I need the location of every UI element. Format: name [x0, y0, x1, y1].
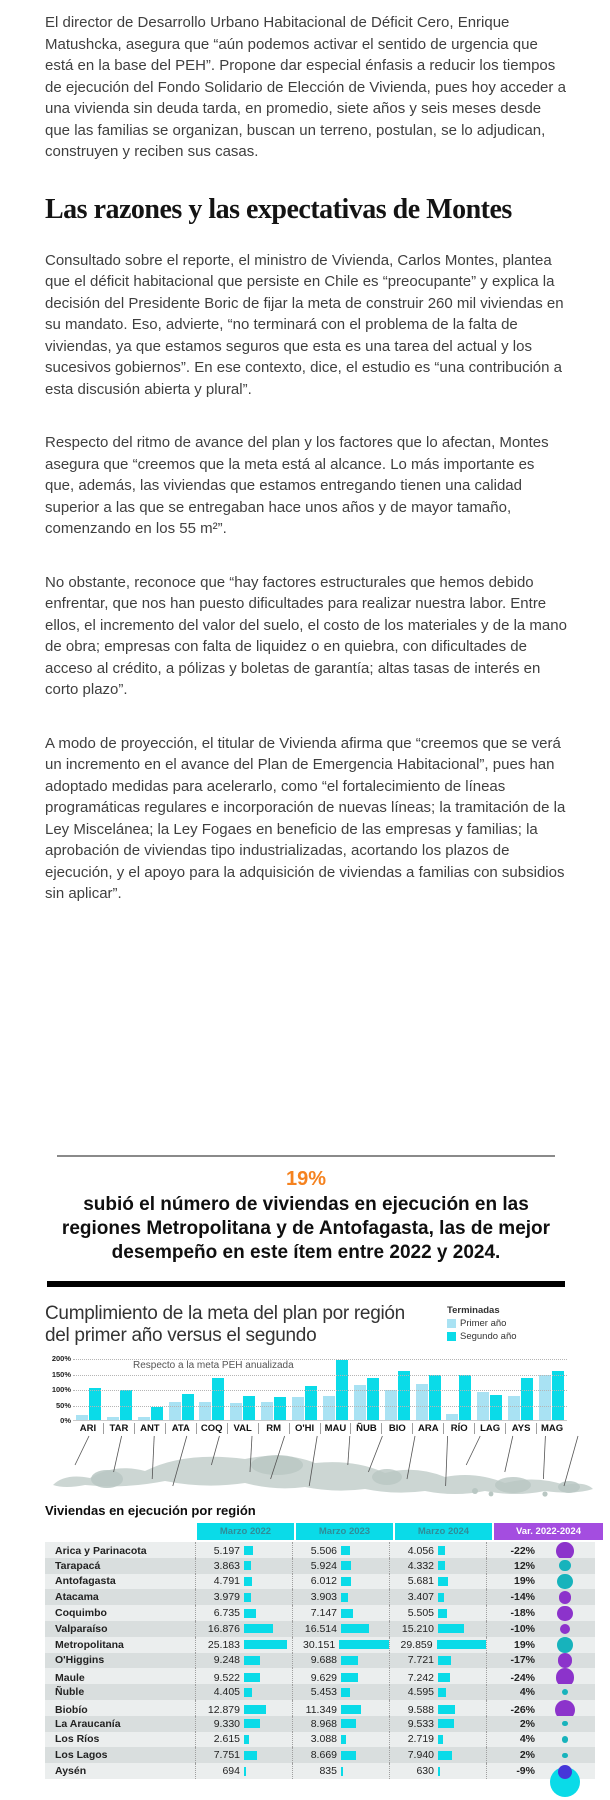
value-bar [341, 1561, 351, 1570]
table-row [45, 1621, 595, 1637]
variation-circle [559, 1591, 572, 1604]
variation-cell [486, 1605, 595, 1621]
variation-percent: 12% [513, 1559, 535, 1572]
value-bar [244, 1673, 260, 1682]
value-cell [195, 1574, 292, 1590]
primer-anio-swatch-icon [447, 1319, 456, 1328]
value-number: 7.242 [407, 1671, 434, 1684]
variation-circle [557, 1637, 573, 1653]
variation-circle [562, 1689, 568, 1695]
variation-percent: -24% [510, 1671, 535, 1684]
bar-segundo-anio [212, 1378, 224, 1421]
region-name: Los Lagos [55, 1749, 108, 1762]
value-cell [292, 1637, 389, 1653]
bar-segundo-anio [243, 1396, 255, 1421]
value-bar [438, 1609, 447, 1618]
x-axis-label: MAG [536, 1423, 567, 1434]
value-cell [195, 1558, 292, 1574]
region-name: Atacama [55, 1591, 99, 1604]
value-bar [244, 1624, 273, 1633]
column-header-var: Var. 2022-2024 [494, 1523, 603, 1540]
bar-primer-anio [508, 1396, 520, 1421]
value-number: 9.588 [407, 1703, 434, 1716]
value-number: 7.751 [213, 1749, 240, 1762]
pullquote-text: subió el número de viviendas en ejecución en las regiones Metropolitana y de Antofagasta, las de mejor desempeño en este ítem entre 2022 y 2024. [61, 1194, 551, 1263]
value-number: 7.721 [407, 1654, 434, 1667]
value-bar [438, 1767, 440, 1776]
value-cell [389, 1732, 486, 1748]
regions-table [45, 1523, 595, 1779]
value-bar [341, 1688, 350, 1697]
x-axis-label: RM [258, 1423, 289, 1434]
region-name: Metropolitana [55, 1638, 124, 1651]
bar-chart [45, 1354, 567, 1426]
value-bar [341, 1751, 356, 1760]
value-number: 30.151 [303, 1638, 336, 1651]
table-row [45, 1637, 595, 1653]
grid-line [73, 1375, 567, 1376]
segundo-anio-swatch-icon [447, 1332, 456, 1341]
x-axis-label: ARI [79, 1423, 97, 1434]
pullquote [45, 1157, 567, 1265]
value-number: 694 [222, 1765, 240, 1778]
x-axis-label: BIO [381, 1423, 412, 1434]
variation-cell [486, 1558, 595, 1574]
value-number: 5.924 [310, 1559, 337, 1572]
x-axis-label: ÑUB [350, 1423, 381, 1434]
table-row [45, 1605, 595, 1621]
value-bar [438, 1673, 450, 1682]
x-axis-label: COQ [196, 1423, 227, 1434]
column-header-marzo-2024: Marzo 2024 [395, 1523, 492, 1540]
map-connector [114, 1436, 122, 1472]
value-cell [292, 1653, 389, 1669]
variation-cell [486, 1653, 595, 1669]
region-name: Ñuble [55, 1686, 85, 1699]
value-bar [244, 1767, 246, 1776]
value-cell [195, 1747, 292, 1763]
value-bar [437, 1640, 486, 1649]
bar-primer-anio [292, 1397, 304, 1421]
variation-circle-slot [535, 1558, 595, 1574]
table-row [45, 1574, 595, 1590]
x-axis-label: ANT [134, 1423, 165, 1434]
value-bar [438, 1546, 445, 1555]
value-cell [292, 1589, 389, 1605]
bar-segundo-anio [429, 1375, 441, 1422]
value-cell [292, 1716, 389, 1732]
value-number: 835 [319, 1765, 337, 1778]
y-axis-tick: 100% [51, 1385, 71, 1395]
bar-primer-anio [323, 1396, 335, 1421]
map-connector [564, 1436, 578, 1486]
value-bar [244, 1609, 256, 1618]
value-number: 3.088 [310, 1733, 337, 1746]
article-paragraph-2: Consultado sobre el reporte, el ministro de Vivienda, Carlos Montes, plantea que el déficit habitacional que persiste en Chile es “preocupante” y explica la decisión del Presidente Boric de fijar la meta de construir 260 mil viviendas en su mandato. Eso, advierte, “no terminará con el problema de la falta de viviendas, ya que estamos seguros que esta es una tarea del actual y los sucesivos gobiernos”. En ese contexto, dice, el estudio es “una contribución a esta discusión abierta y plural”. [45, 251, 564, 398]
table-row [45, 1653, 595, 1669]
value-bar [341, 1719, 356, 1728]
x-axis-label: ATA [165, 1423, 196, 1434]
x-axis-label: VAL [227, 1423, 258, 1434]
value-number: 6.012 [310, 1575, 337, 1588]
value-number: 16.514 [304, 1622, 337, 1635]
value-bar [341, 1624, 369, 1633]
bar-segundo-anio [459, 1375, 471, 1421]
variation-circle-slot [535, 1763, 595, 1779]
value-cell [292, 1605, 389, 1621]
variation-percent: -14% [510, 1591, 535, 1604]
value-number: 7.940 [407, 1749, 434, 1762]
variation-circle [562, 1753, 567, 1758]
value-cell [292, 1558, 389, 1574]
value-cell [195, 1621, 292, 1637]
value-bar [438, 1735, 443, 1744]
table-row [45, 1542, 595, 1558]
variation-circle-slot [535, 1637, 595, 1653]
x-axis-labels [73, 1423, 567, 1434]
map-connector [466, 1436, 480, 1465]
variation-circle-slot [535, 1589, 595, 1605]
table-title: Viviendas en ejecución por región [45, 1503, 256, 1518]
value-bar [341, 1609, 353, 1618]
x-axis-label: ARA [412, 1423, 443, 1434]
bar-segundo-anio [305, 1386, 317, 1421]
table-row [45, 1716, 595, 1732]
value-bar [438, 1561, 445, 1570]
value-cell [195, 1716, 292, 1732]
bar-primer-anio [477, 1392, 489, 1421]
value-cell [389, 1747, 486, 1763]
value-cell [292, 1574, 389, 1590]
value-number: 3.979 [213, 1591, 240, 1604]
region-name: Arica y Parinacota [55, 1544, 147, 1557]
value-number: 8.968 [310, 1717, 337, 1730]
variation-circle [558, 1765, 572, 1779]
region-name: Antofagasta [55, 1575, 116, 1588]
region-name: Valparaíso [55, 1622, 108, 1635]
legend-label-segundo-anio: Segundo año [460, 1331, 517, 1342]
value-number: 4.595 [407, 1686, 434, 1699]
value-bar [438, 1577, 448, 1586]
column-header-marzo-2022: Marzo 2022 [197, 1523, 294, 1540]
table-row [45, 1732, 595, 1748]
value-bar [438, 1705, 455, 1714]
value-number: 29.859 [400, 1638, 433, 1651]
value-cell [389, 1558, 486, 1574]
infographic [45, 1303, 581, 1779]
x-axis-label: LAG [474, 1423, 505, 1434]
value-number: 11.349 [305, 1703, 337, 1716]
value-bar [438, 1688, 446, 1697]
variation-circle [562, 1721, 567, 1726]
table-header [45, 1523, 595, 1540]
value-bar [438, 1656, 451, 1665]
variation-circle [560, 1624, 570, 1634]
grid-line [73, 1390, 567, 1391]
value-bar [341, 1735, 346, 1744]
column-header-marzo-2023: Marzo 2023 [296, 1523, 393, 1540]
variation-circle-slot [535, 1605, 595, 1621]
variation-percent: 19% [513, 1638, 535, 1651]
variation-percent: -26% [510, 1703, 535, 1716]
table-row [45, 1558, 595, 1574]
value-number: 5.506 [310, 1544, 337, 1557]
value-bar [244, 1688, 252, 1697]
value-cell [389, 1684, 486, 1700]
value-number: 5.453 [310, 1686, 337, 1699]
value-bar [341, 1593, 348, 1602]
value-cell [195, 1763, 292, 1779]
value-cell [195, 1605, 292, 1621]
variation-cell [486, 1637, 595, 1653]
value-bar [244, 1751, 257, 1760]
value-bar [341, 1656, 358, 1665]
y-axis-tick: 200% [51, 1354, 71, 1364]
value-number: 5.197 [213, 1544, 240, 1557]
value-bar [244, 1577, 252, 1586]
x-axis-label: RÍO [443, 1423, 474, 1434]
value-number: 5.681 [407, 1575, 434, 1588]
variation-percent: 19% [513, 1575, 535, 1588]
article-paragraph-3: Respecto del ritmo de avance del plan y los factores que lo afectan, Montes asegura que “creemos que la meta está al alcance. Lo más importante es que, además, las viviendas que estamos entregando tienen una calidad superior a las que se entregaban hace unos años y de mayor tamaño, comenzando en los 55 m²”. [45, 434, 549, 537]
value-bar [438, 1751, 452, 1760]
x-axis-label: TAR [103, 1423, 134, 1434]
value-number: 9.688 [310, 1654, 337, 1667]
region-name: Coquimbo [55, 1607, 107, 1620]
bar-segundo-anio [552, 1371, 564, 1421]
variation-circle [562, 1736, 568, 1742]
bar-primer-anio [539, 1375, 551, 1421]
value-cell [389, 1574, 486, 1590]
value-number: 9.248 [213, 1654, 240, 1667]
bar-segundo-anio [151, 1407, 163, 1421]
table-row [45, 1763, 595, 1779]
value-cell [292, 1684, 389, 1700]
value-cell [389, 1637, 486, 1653]
variation-cell [486, 1574, 595, 1590]
value-cell [292, 1763, 389, 1779]
variation-circle-slot [535, 1574, 595, 1590]
variation-percent: -9% [516, 1765, 535, 1778]
value-bar [244, 1546, 253, 1555]
map-connector [543, 1436, 545, 1479]
value-number: 4.332 [407, 1559, 434, 1572]
chart-title: Cumplimiento de la meta del plan por región del primer año versus el segundo [45, 1303, 405, 1346]
bar-segundo-anio [521, 1378, 533, 1421]
x-axis-label: AYS [505, 1423, 536, 1434]
legend-item-primer-anio [447, 1318, 567, 1329]
value-number: 6.735 [213, 1607, 240, 1620]
variation-circle-slot [535, 1653, 595, 1669]
value-number: 9.330 [213, 1717, 240, 1730]
variation-percent: 4% [519, 1686, 535, 1699]
map-connector [368, 1436, 382, 1472]
variation-circle-slot [535, 1747, 595, 1763]
bar-segundo-anio [398, 1371, 410, 1421]
bar-segundo-anio [182, 1394, 194, 1421]
value-cell [292, 1747, 389, 1763]
variation-cell [486, 1747, 595, 1763]
region-name: Tarapacá [55, 1559, 101, 1572]
variation-circle [559, 1560, 570, 1571]
value-number: 9.522 [213, 1671, 240, 1684]
bar-segundo-anio [274, 1397, 286, 1421]
grid-line [73, 1406, 567, 1407]
bar-segundo-anio [367, 1378, 379, 1421]
value-number: 5.505 [407, 1607, 434, 1620]
value-bar [339, 1640, 389, 1649]
y-axis-tick: 50% [55, 1400, 71, 1410]
x-axis-label: O'HI [289, 1423, 320, 1434]
map-connector [348, 1436, 350, 1465]
map-connector [75, 1436, 89, 1465]
region-name: Biobío [55, 1703, 88, 1716]
value-bar [244, 1640, 287, 1649]
value-number: 16.876 [207, 1622, 240, 1635]
value-cell [195, 1637, 292, 1653]
table-row [45, 1747, 595, 1763]
table-row [45, 1684, 595, 1700]
article-paragraph-1: El director de Desarrollo Urbano Habitacional de Déficit Cero, Enrique Matushcka, asegura que “aún podemos activar el sentido de urgencia que está en la base del PEH”. Propone dar especial énfasis a reducir los tiempos de ejecución del Fondo Solidario de Elección de Vivienda, pues hoy acceder a una vivienda sin deuda tarda, en promedio, siete años y seis meses desde que las familias se organizan, buscan un terreno, postulan, se lo adjudican, construyen y reciben sus casas. [45, 14, 566, 160]
value-bar [244, 1735, 249, 1744]
thick-divider [47, 1281, 565, 1287]
variation-percent: -18% [510, 1607, 535, 1620]
value-number: 3.407 [407, 1591, 434, 1604]
value-number: 12.879 [207, 1703, 240, 1716]
value-cell [195, 1684, 292, 1700]
variation-cell [486, 1621, 595, 1637]
region-name: La Araucanía [55, 1717, 121, 1730]
value-bar [244, 1705, 266, 1714]
value-cell [292, 1621, 389, 1637]
value-number: 7.147 [310, 1607, 337, 1620]
variation-circle-slot [535, 1716, 595, 1732]
value-number: 4.405 [213, 1686, 240, 1699]
value-cell [195, 1589, 292, 1605]
chart-legend [447, 1303, 567, 1344]
value-number: 3.903 [310, 1591, 337, 1604]
value-number: 4.791 [213, 1575, 240, 1588]
value-cell [389, 1589, 486, 1605]
value-cell [389, 1621, 486, 1637]
table-row [45, 1589, 595, 1605]
value-number: 2.719 [407, 1733, 434, 1746]
value-number: 4.056 [407, 1544, 434, 1557]
value-number: 630 [416, 1765, 434, 1778]
x-axis-line [73, 1420, 567, 1421]
variation-cell [486, 1732, 595, 1748]
legend-label-primer-anio: Primer año [460, 1318, 507, 1329]
variation-percent: 2% [519, 1749, 535, 1762]
value-number: 9.629 [310, 1671, 337, 1684]
value-bar [341, 1577, 351, 1586]
region-name: Maule [55, 1671, 85, 1684]
value-cell [292, 1732, 389, 1748]
value-cell [389, 1653, 486, 1669]
legend-item-segundo-anio [447, 1331, 567, 1342]
variation-percent: -10% [510, 1622, 535, 1635]
variation-cell [486, 1763, 595, 1779]
value-bar [438, 1719, 454, 1728]
variation-circle-slot [535, 1621, 595, 1637]
chart-note: Respecto a la meta PEH anualizada [133, 1360, 294, 1371]
value-bar [341, 1705, 361, 1714]
value-number: 9.533 [407, 1717, 434, 1730]
value-bar [244, 1719, 260, 1728]
variation-percent: 4% [519, 1733, 535, 1746]
article-body [45, 0, 567, 1155]
value-bar [244, 1593, 251, 1602]
value-bar [341, 1673, 358, 1682]
value-cell [389, 1763, 486, 1779]
chile-map [45, 1435, 595, 1499]
table-body [45, 1542, 595, 1779]
variation-cell [486, 1589, 595, 1605]
variation-circle [557, 1574, 573, 1590]
legend-title: Terminadas [447, 1305, 500, 1316]
section-heading: Las razones y las expectativas de Montes [45, 193, 512, 225]
value-bar [438, 1593, 444, 1602]
variation-percent: 2% [519, 1717, 535, 1730]
region-name: Los Ríos [55, 1733, 100, 1746]
y-axis-tick: 0% [60, 1416, 71, 1426]
pullquote-stat: 19% [285, 1168, 327, 1190]
value-bar [244, 1561, 251, 1570]
value-cell [195, 1732, 292, 1748]
article-paragraph-4: No obstante, reconoce que “hay factores estructurales que hemos debido enfrentar, que nos han puesto dificultades para realizar nuestra labor. Entre ellos, el incremento del valor del suelo, el costo de los materiales y de la mano de obra; empresas con falta de liquidez o en quiebra, con dificultades de acceso al crédito, a pólizas y boletas de garantía; altas tasas de interés en corto plazo”. [45, 573, 567, 698]
value-number: 15.210 [401, 1622, 434, 1635]
variation-percent: -22% [510, 1544, 535, 1557]
grid-line [73, 1359, 567, 1360]
value-bar [244, 1656, 260, 1665]
value-number: 8.669 [310, 1749, 337, 1762]
variation-circle-slot [535, 1732, 595, 1748]
variation-cell [486, 1716, 595, 1732]
variation-percent: -17% [510, 1654, 535, 1667]
value-bar [341, 1546, 350, 1555]
variation-circle-slot [535, 1684, 595, 1700]
value-bar [438, 1624, 464, 1633]
variation-cell [486, 1684, 595, 1700]
value-number: 3.863 [213, 1559, 240, 1572]
region-name: Aysén [55, 1765, 87, 1778]
y-axis-tick: 150% [51, 1369, 71, 1379]
value-number: 25.183 [207, 1638, 240, 1651]
article-paragraph-5: A modo de proyección, el titular de Vivienda afirma que “creemos que se verá un incremento en el avance del Plan de Emergencia Habitacional”, pues han adoptado medidas para acelerarlo, como “el fortalecimiento de líneas programáticas regulares e incorporación de nuevas líneas; la tramitación de la Ley Miscelánea; la Ley Fogaes en beneficio de las empresas y familias; la aprobación de viviendas tipo industrializadas, acortando los plazos de ejecución, y el apoyo para la adquisición de viviendas a familias con subsidios sin aplicar”. [45, 734, 566, 902]
value-cell [389, 1716, 486, 1732]
x-axis-label: MAU [320, 1423, 351, 1434]
value-cell [389, 1605, 486, 1621]
header-spacer [45, 1523, 195, 1540]
bar-segundo-anio [490, 1395, 502, 1421]
table-row [45, 1700, 595, 1716]
variation-circle [558, 1653, 573, 1668]
value-bar [341, 1767, 343, 1776]
value-number: 2.615 [213, 1733, 240, 1746]
table-row [45, 1668, 595, 1684]
region-name: O'Higgins [55, 1654, 105, 1667]
value-cell [195, 1653, 292, 1669]
map-connector [505, 1436, 513, 1472]
variation-circle [557, 1606, 572, 1621]
